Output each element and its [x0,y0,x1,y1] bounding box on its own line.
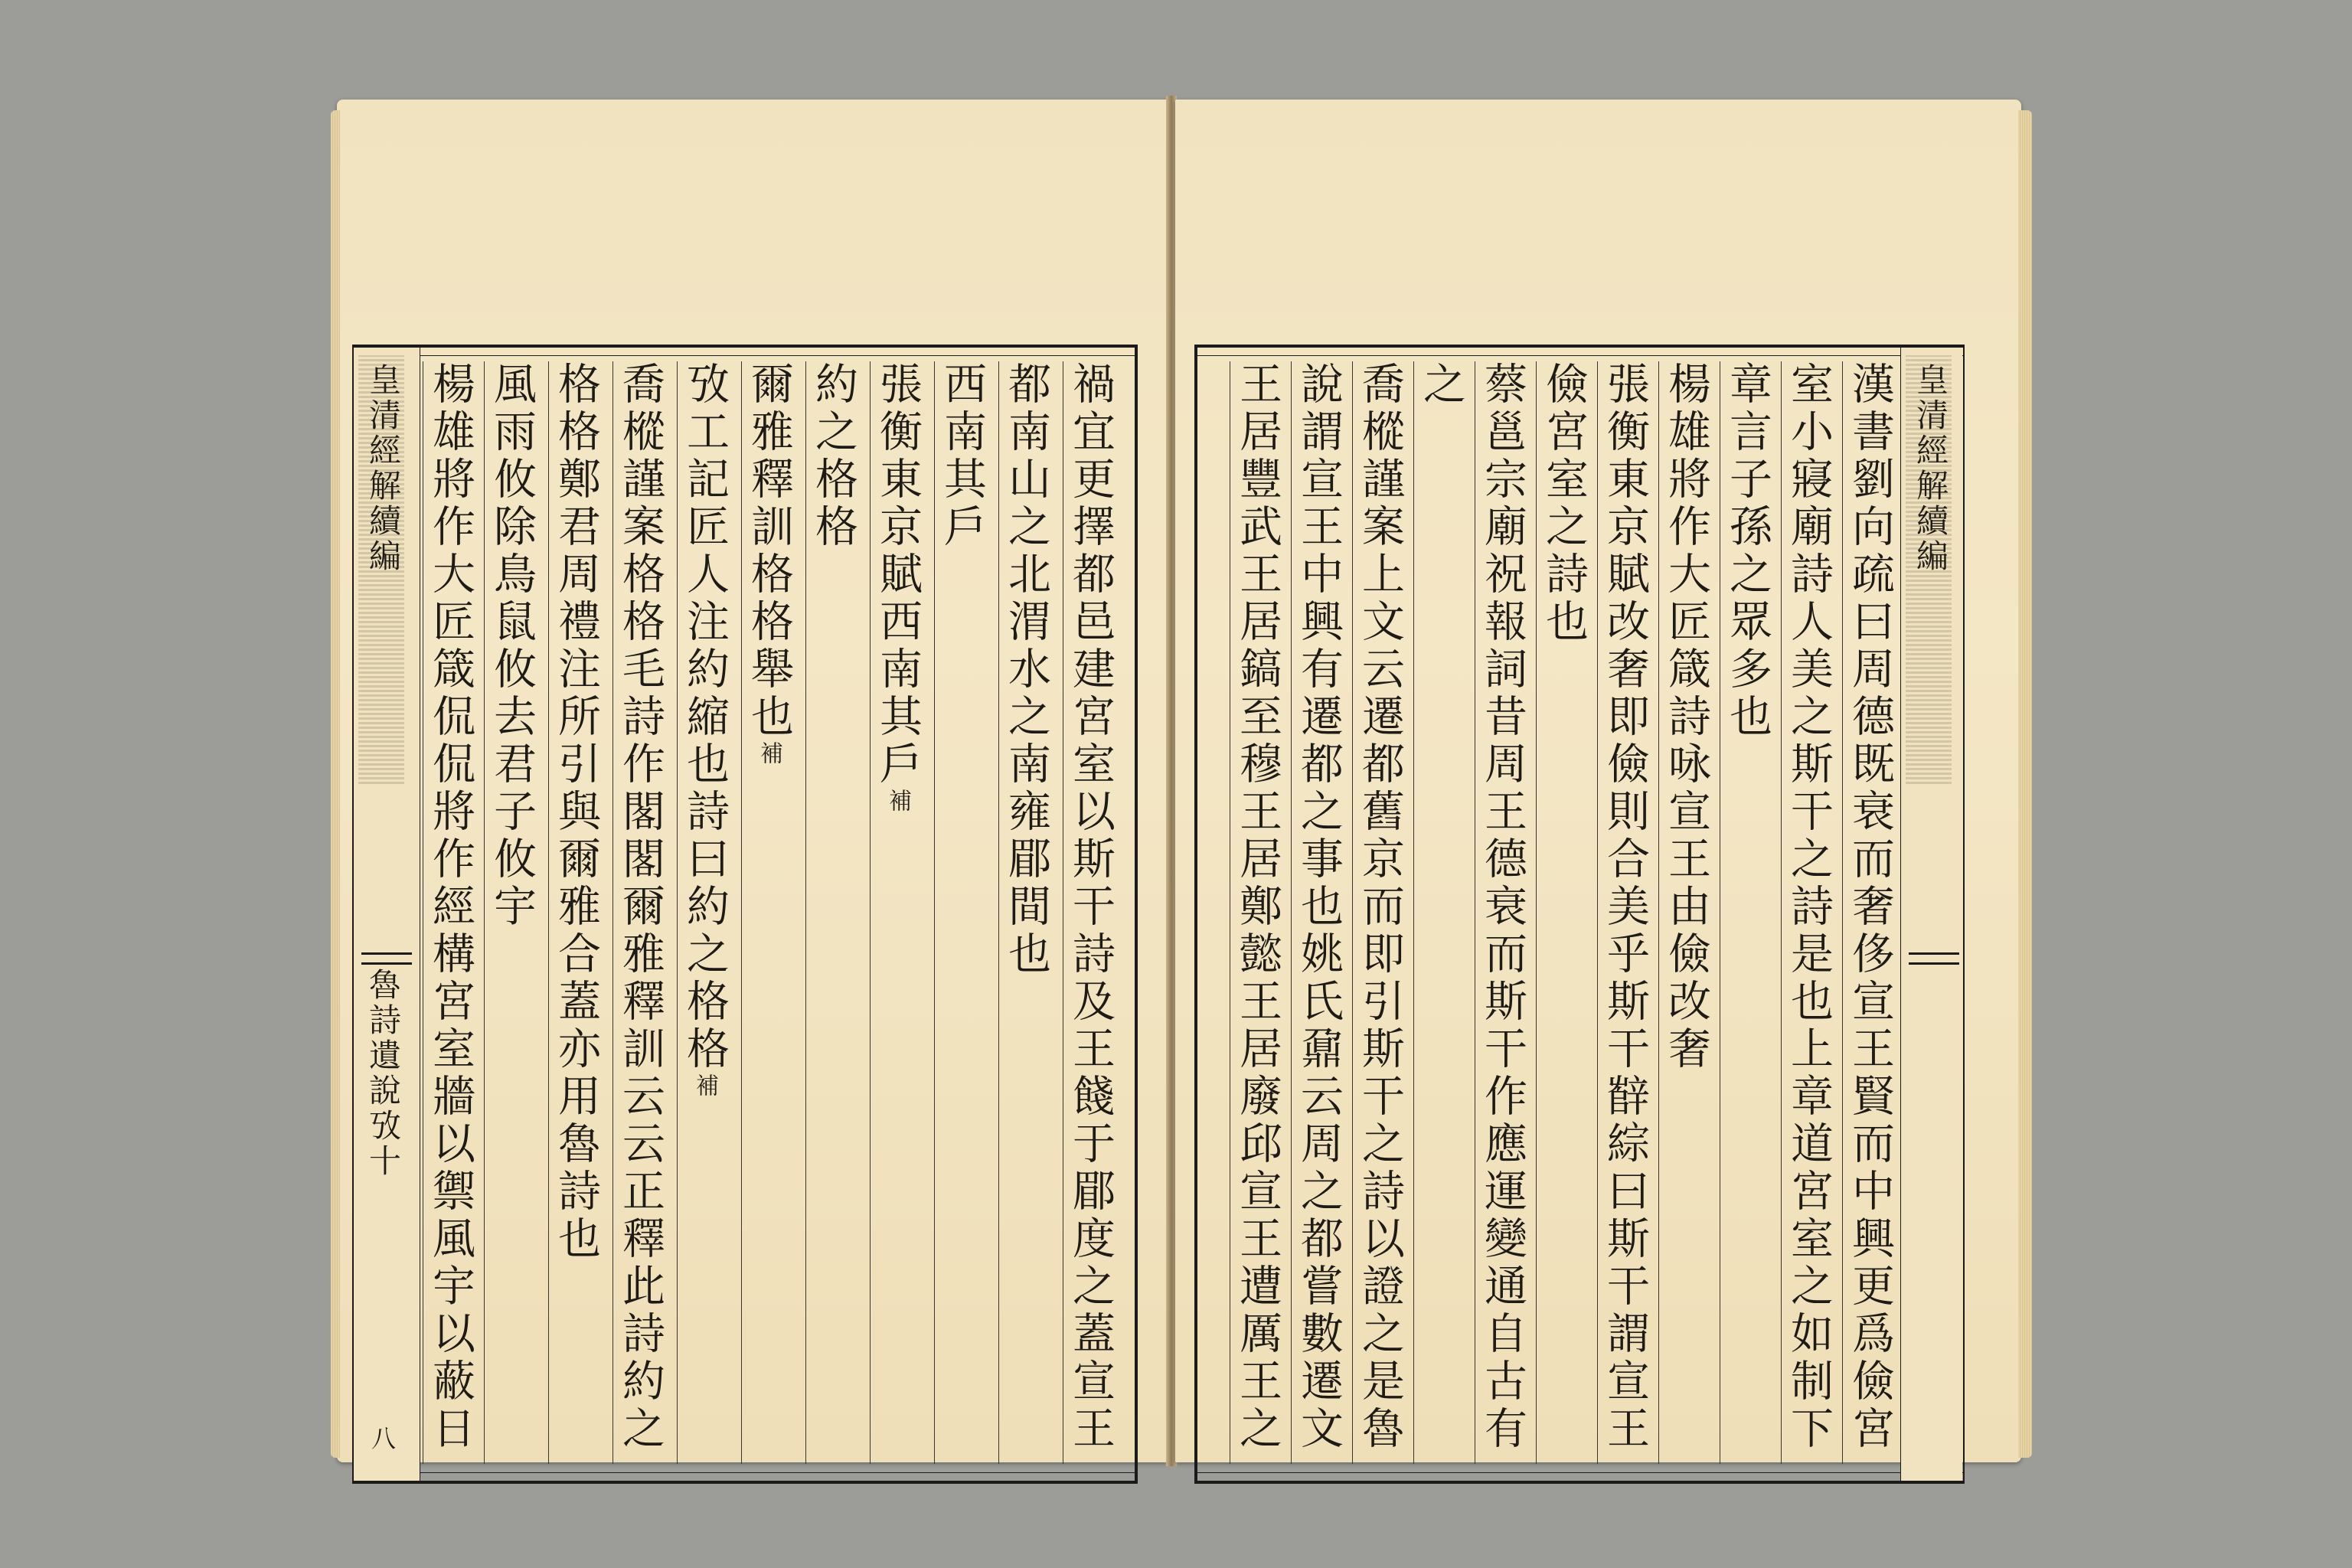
column-text: 爾雅釋訓格格舉也 [744,361,794,741]
text-column: 楊雄將作大匠箴侃侃將作經構宮室牆以禦風宇以蔽日 [423,361,477,1464]
left-page-edge [331,110,340,1458]
text-column: 楊雄將作大匠箴詩咏宣王由儉改奢 [1658,361,1713,1464]
spine-title: 皇清經解續編 [1912,363,1949,574]
column-note: 補 [756,741,782,766]
spine-subtitle: 魯詩遺說攷十 [364,968,402,1179]
page-number: 八 [368,1426,397,1450]
open-book [337,92,2021,1470]
text-column: 喬樅謹案上文云遷都舊京而即引斯干之詩以證之是魯 [1352,361,1406,1464]
text-column: 室小寢廟詩人美之斯干之詩是也上章道宮室之如制下 [1781,361,1835,1464]
right-page-edge [2018,110,2032,1458]
text-column: 禍宜更擇都邑建宮室以斯干詩及王餞于郿度之蓋宣王 [1063,361,1117,1464]
text-column: 約之格格 [805,361,860,1464]
text-column: 王居豐武王居鎬至穆王居鄭懿王居廢邱宣王遭厲王之 [1230,361,1284,1464]
text-column [741,361,795,1464]
right-page-spine-margin [1900,348,1962,1481]
spine-title: 皇清經解續編 [364,363,402,574]
text-column: 風雨攸除鳥鼠攸去君子攸宇 [484,361,538,1464]
column-note: 補 [691,1073,718,1098]
column-note: 補 [884,789,911,813]
text-column: 西南其戶 [934,361,988,1464]
left-text-frame [352,345,1138,1484]
text-column [677,361,731,1464]
text-column: 喬樅謹案格格毛詩作閣閣爾雅釋訓云云正釋此詩約之 [612,361,667,1464]
right-page [1175,100,2021,1462]
text-column: 儉宮室之詩也 [1536,361,1590,1464]
text-column: 說謂宣王中興有遷都之事也姚氏鼐云周之都嘗數遷文 [1291,361,1345,1464]
fish-tail-mark [361,952,412,965]
column-text: 張衡東京賦西南其戶 [873,361,923,789]
text-column: 漢書劉向疏曰周德既衰而奢侈宣王賢而中興更爲儉宮 [1842,361,1896,1464]
column-text: 攷工記匠人注約縮也詩曰約之格格 [680,361,730,1073]
text-column [870,361,924,1464]
left-page-spine-margin [354,348,420,1481]
text-column: 蔡邕宗廟祝報詞昔周王德衰而斯干作應運變通自古有 [1475,361,1529,1464]
text-column: 都南山之北渭水之南雍郿間也 [998,361,1053,1464]
left-page [337,100,1168,1462]
text-column: 之 [1413,361,1468,1464]
text-column: 格格鄭君周禮注所引與爾雅合蓋亦用魯詩也 [548,361,603,1464]
text-column: 章言子孫之眾多也 [1720,361,1774,1464]
fish-tail-mark [1909,952,1959,965]
right-text-frame [1194,345,1965,1484]
text-column: 張衡東京賦改奢即儉則合美乎斯干辥綜曰斯干謂宣王 [1597,361,1651,1464]
